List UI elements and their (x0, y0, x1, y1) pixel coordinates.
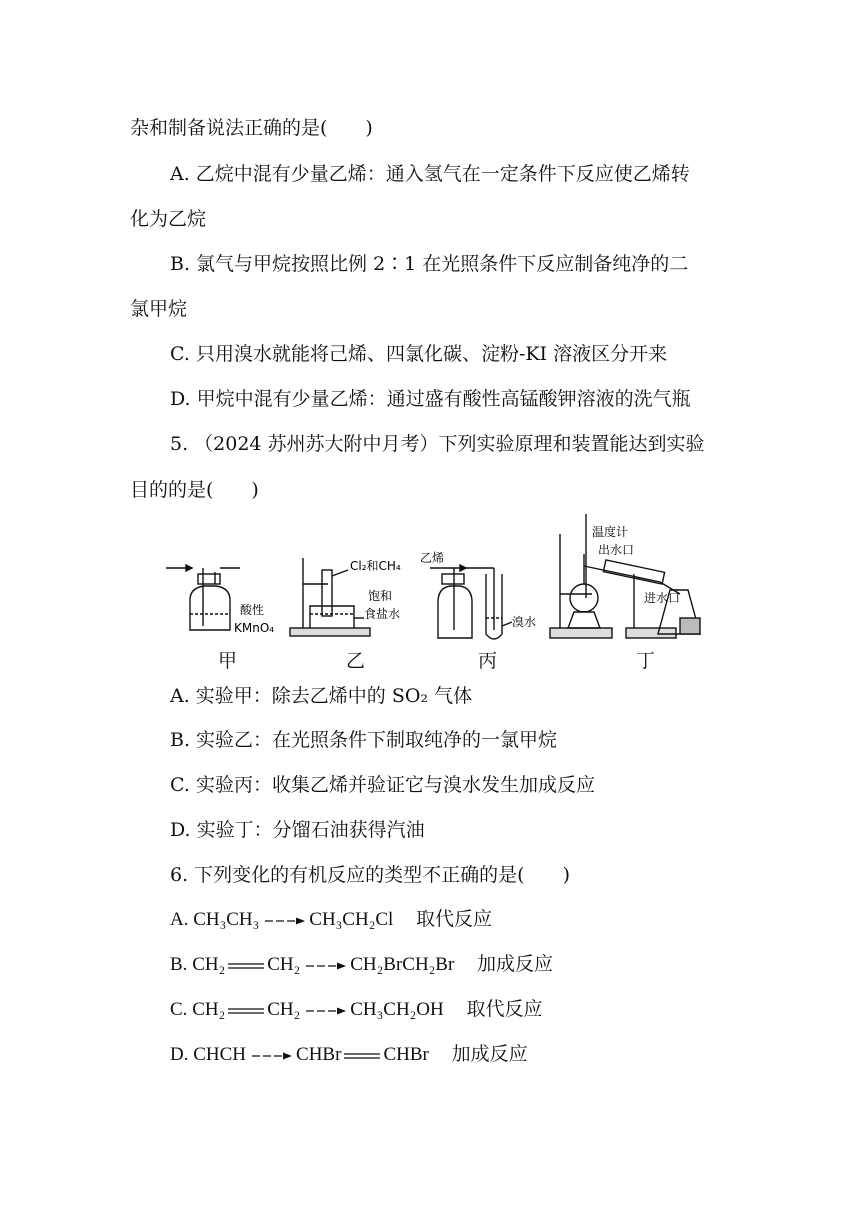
double-bond-icon (227, 962, 265, 970)
yi-label-1: Cl₂和CH₄ (350, 559, 401, 573)
question-5-line1: 5. （2024 苏州苏大附中月考）下列实验原理和装置能达到实验 (170, 433, 705, 455)
q5-option-b: B. 实验乙：在光照条件下制取纯净的一氯甲烷 (170, 729, 558, 751)
apparatus-figure (160, 510, 730, 670)
yi-label-2: 饱和 (368, 589, 393, 603)
arrow-icon (304, 961, 346, 971)
bing-label-1: 乙烯 (420, 551, 445, 565)
question-6: 6. 下列变化的有机反应的类型不正确的是( ) (170, 864, 570, 886)
reaction-b (170, 953, 553, 977)
ding-label-2: 出水口 (598, 543, 635, 557)
double-bond-icon (343, 1052, 381, 1060)
question-tail: 杂和制备说法正确的是( ) (130, 117, 373, 139)
reaction-label: D. (170, 1044, 189, 1065)
reactant-part: CH₂ (192, 954, 226, 975)
product: CH₃CH₂OH (350, 999, 444, 1020)
question-5-line2: 目的的是( ) (130, 479, 259, 501)
apparatus-jia (166, 565, 240, 630)
product-part: CHBr (296, 1044, 342, 1065)
arrow-icon (263, 916, 305, 926)
reaction-label: A. (170, 909, 189, 930)
jia-label-1: 酸性 (240, 603, 265, 617)
reactant-part: CH₂ (267, 954, 301, 975)
reaction-a (170, 908, 492, 932)
q5-option-c: C. 实验丙：收集乙烯并验证它与溴水发生加成反应 (170, 774, 595, 796)
arrow-icon (304, 1006, 346, 1016)
reaction-label: C. (170, 999, 188, 1020)
reaction-type: 取代反应 (416, 909, 493, 930)
reaction-type: 加成反应 (451, 1044, 528, 1065)
reactant: CH₃CH₃ (193, 909, 260, 930)
option-b-line1: B. 氯气与甲烷按照比例 2∶1 在光照条件下反应制备纯净的二 (170, 253, 689, 275)
ding-label-1: 温度计 (592, 525, 629, 539)
double-bond-icon (227, 1007, 265, 1015)
reaction-label: B. (170, 954, 188, 975)
product: CH₃CH₂Cl (309, 909, 394, 930)
arrow-icon (250, 1051, 292, 1061)
product: CH₂BrCH₂Br (350, 954, 455, 975)
option-a-line1: A. 乙烷中混有少量乙烯：通入氢气在一定条件下反应使乙烯转 (170, 163, 690, 185)
product-part: CHBr (383, 1044, 429, 1065)
reactant-part: CH₂ (192, 999, 226, 1020)
reaction-type: 加成反应 (477, 954, 554, 975)
option-a-line2: 化为乙烷 (130, 208, 207, 230)
reaction-d (170, 1043, 528, 1067)
reactant: CHCH (193, 1044, 247, 1065)
reaction-type: 取代反应 (466, 999, 543, 1020)
option-d: D. 甲烷中混有少量乙烯：通过盛有酸性高锰酸钾溶液的洗气瓶 (170, 388, 691, 410)
caption-yi: 乙 (346, 650, 366, 672)
jia-label-2: KMnO₄ (234, 621, 275, 635)
ding-label-3: 进水口 (644, 591, 681, 605)
reaction-c (170, 998, 543, 1022)
option-c: C. 只用溴水就能将己烯、四氯化碳、淀粉-KI 溶液区分开来 (170, 343, 668, 365)
apparatus-bing (430, 565, 512, 639)
yi-label-3: 食盐水 (364, 607, 401, 621)
bing-label-2: 溴水 (512, 615, 537, 629)
reactant-part: CH₂ (267, 999, 301, 1020)
option-b-line2: 氯甲烷 (130, 298, 188, 320)
caption-jia: 甲 (218, 650, 238, 672)
caption-ding: 丁 (636, 650, 656, 672)
q5-option-a: A. 实验甲：除去乙烯中的 SO₂ 气体 (170, 685, 473, 707)
caption-bing: 丙 (478, 650, 498, 672)
q5-option-d: D. 实验丁：分馏石油获得汽油 (170, 819, 425, 841)
